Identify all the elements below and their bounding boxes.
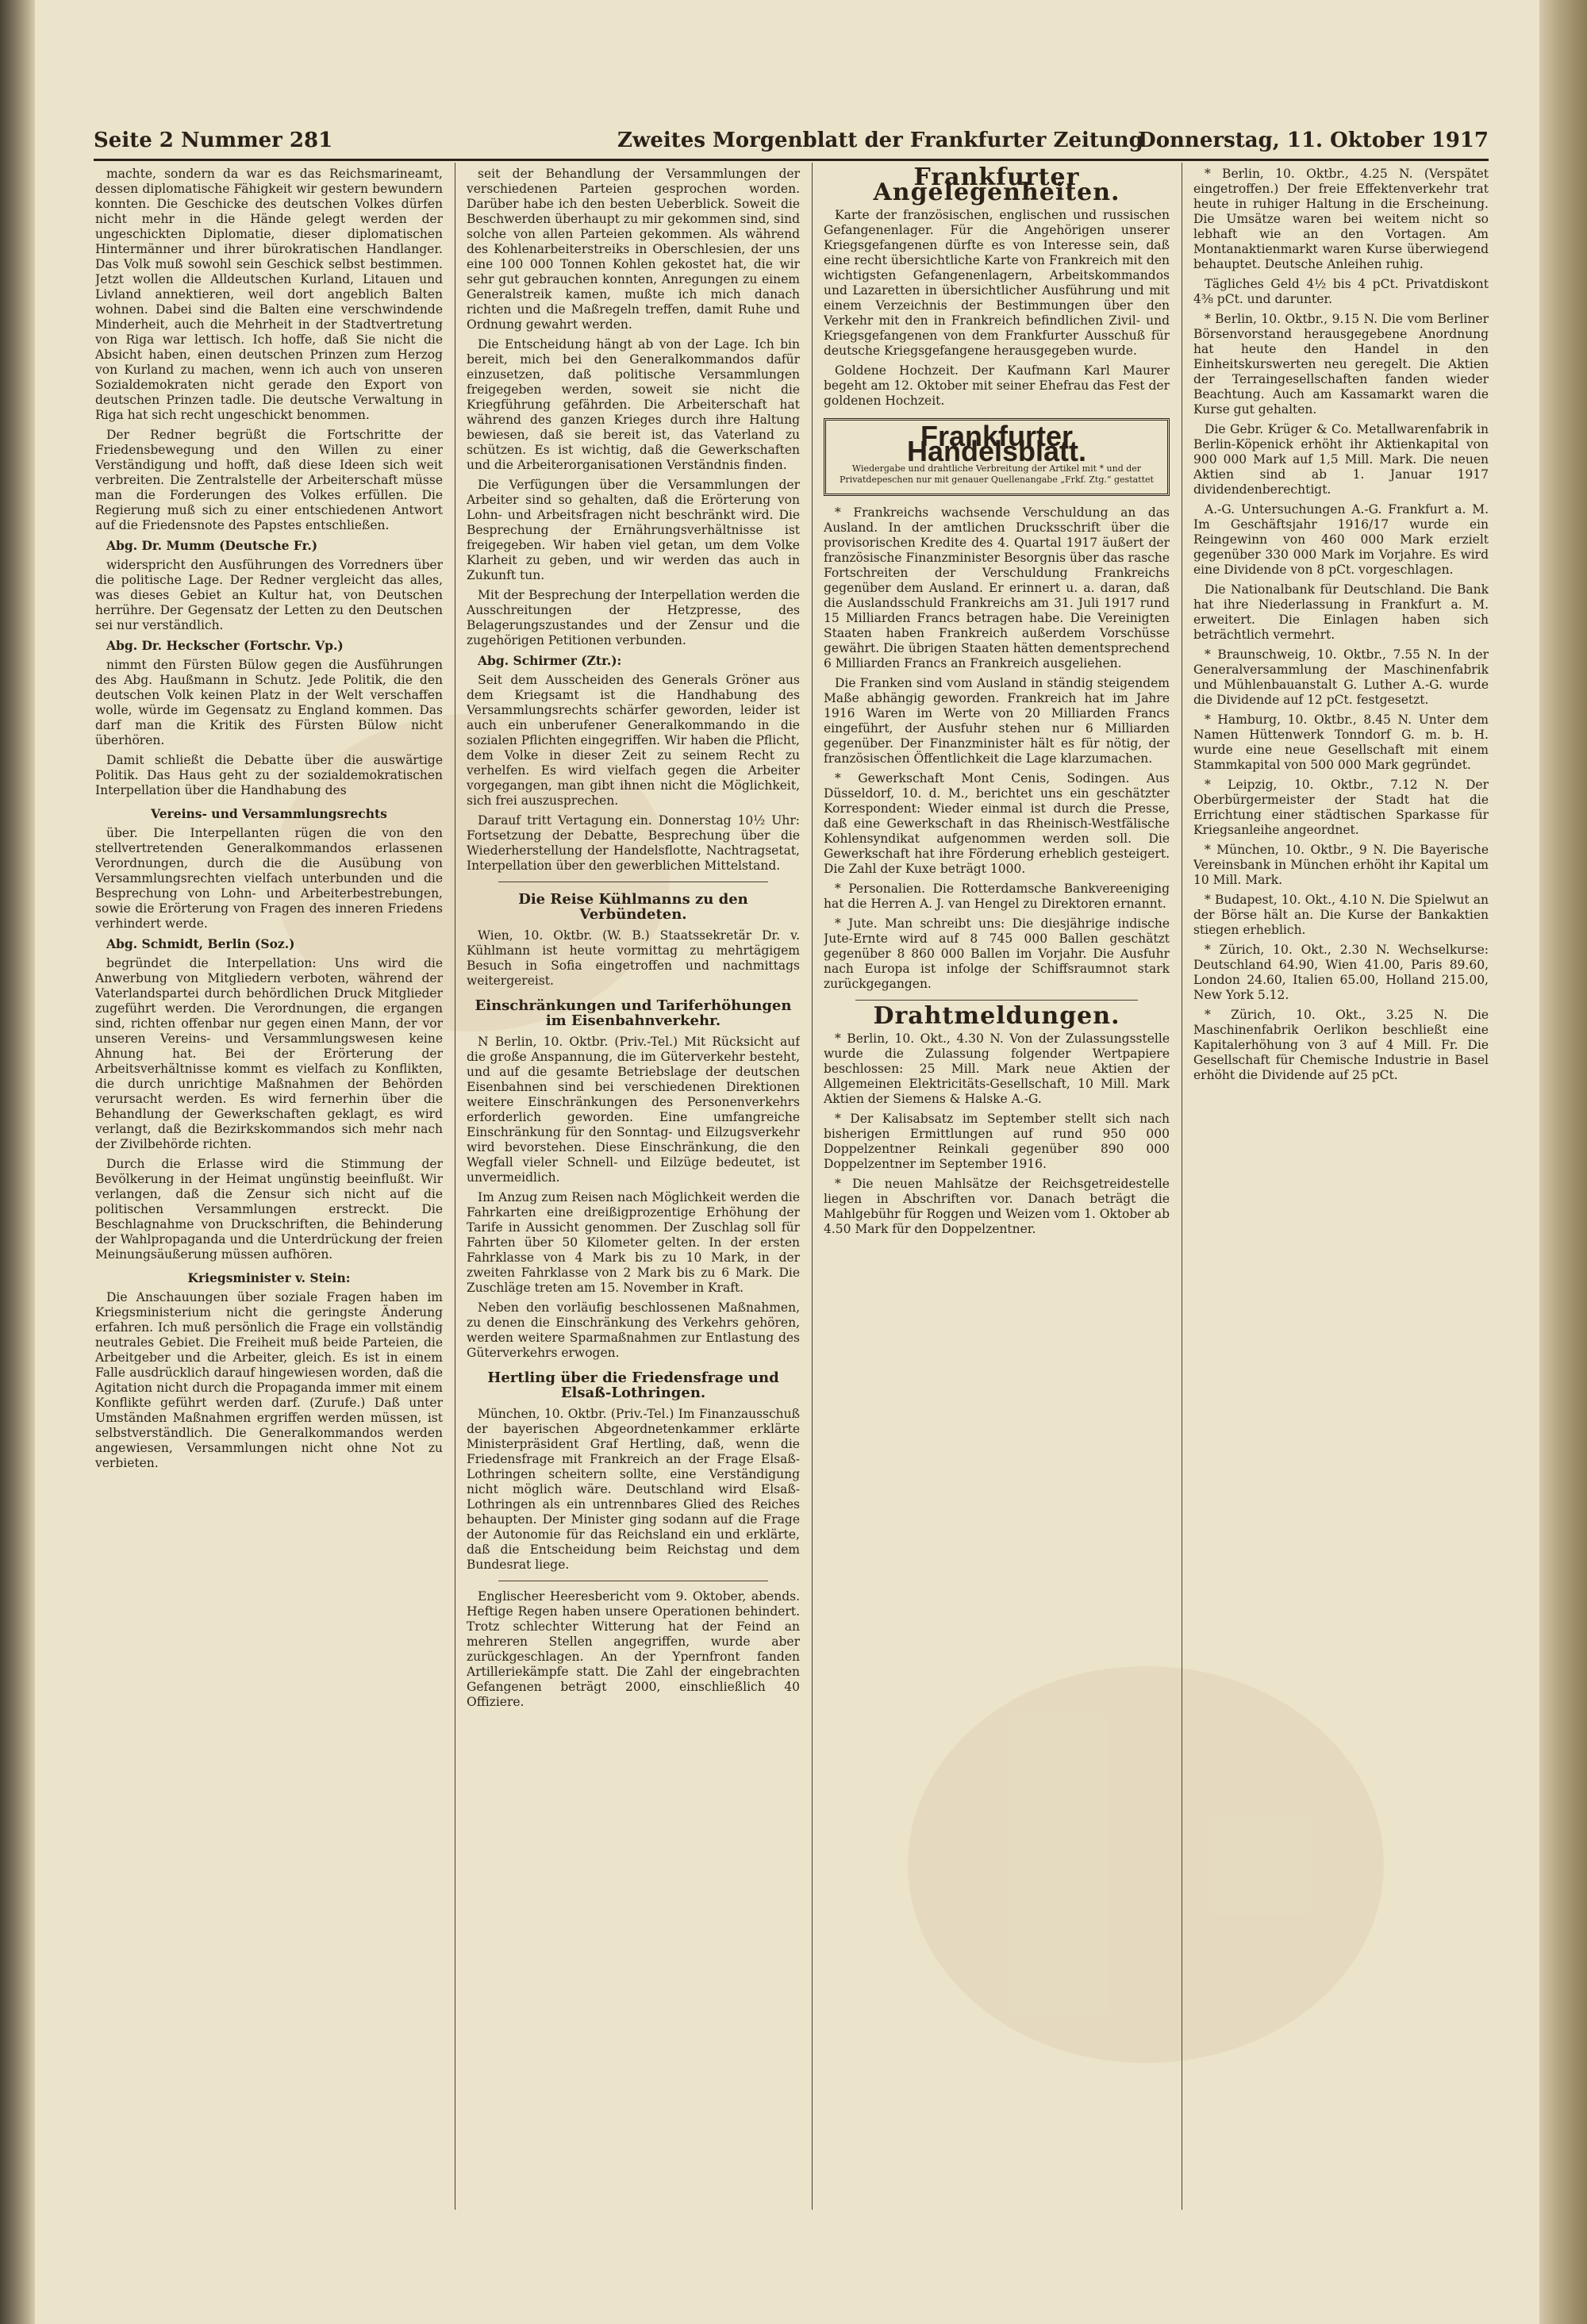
- article-headline: Die Reise Kühlmanns zu den Verbündeten.: [518, 891, 748, 923]
- paragraph: Neben den vorläufig beschlossenen Maßnahmen, zu denen die Einschränkung des Verkehrs gehören, werden weitere Sparmaßnahmen zur Entlastung des Güterverkehrs erwogen.: [467, 1300, 800, 1360]
- article-headline: Einschränkungen und Tariferhöhungen im Eisenbahnverkehr.: [475, 997, 792, 1029]
- paragraph: * Personalien. Die Rotterdamsche Bankvereeniging hat die Herren A. J. van Hengel zu Direktoren ernannt.: [824, 882, 1170, 911]
- article-headline: Hertling über die Friedensfrage und Elsaß-Lothringen.: [487, 1369, 779, 1401]
- paragraph: * München, 10. Oktbr., 9 N. Die Bayerische Vereinsbank in München erhöht ihr Kapital um 10 Mill. Mark.: [1193, 843, 1489, 887]
- paragraph: A.-G. Untersuchungen A.-G. Frankfurt a. M. Im Geschäftsjahr 1916/17 wurde ein Reingewinn von 460 000 Mark erzielt gegenüber 330 000 Mark im Vorjahre. Es wird eine Dividende von 8 pCt. vorgeschlagen.: [1193, 502, 1489, 577]
- paragraph: * Gewerkschaft Mont Cenis, Sodingen. Aus Düsseldorf, 10. d. M., berichtet uns ein geschätzter Korrespondent: Wieder einmal ist durch die Presse, daß eine Gewerkschaft in das Rheinisch-Westfälische Kohlensyndikat aufgenommen werden soll. Die Gewerkschaft hat ihre Förderung erheblich gesteigert. Die Zahl der Kuxe beträgt 1000.: [824, 771, 1170, 876]
- speaker-heading: Abg. Dr. Heckscher (Fortschr. Vp.): [106, 638, 344, 653]
- paragraph: Die Anschauungen über soziale Fragen haben im Kriegsministerium nicht die geringste Änderung erfahren. Ich muß persönlich die Frage ein vollständig neutrales Gebiet. Die Freiheit muß beide Parteien, die Arbeitgeber und die Arbeiter, gleich. Es ist in einem Falle ausdrücklich darauf hingewiesen worden, daß die Agitation nicht durch die Propaganda immer mit einem Konflikte geführt werden darf. (Zurufe.) Daß unter Umständen Maßnahmen ergriffen werden müssen, ist selbstverständlich. Die Generalkommandos werden angewiesen, Versammlungen nicht ohne Not zu verbieten.: [95, 1290, 443, 1470]
- paragraph: Im Anzug zum Reisen nach Möglichkeit werden die Fahrkarten eine dreißigprozentige Erhöhung der Tarife in Aussicht genommen. Der Zuschlag soll für Fahrten über 50 Kilometer gelten. In der ersten Fahrklasse von 4 Mark bis zu 10 Mark, in der zweiten Fahrklasse von 2 Mark bis zu 6 Mark. Die Zuschläge treten am 15. November in Kraft.: [467, 1190, 800, 1295]
- paragraph: widerspricht den Ausführungen des Vorredners über die politische Lage. Der Redner vergleicht das alles, was dieses Gebiet an Kultur hat, von Deutschen herrühre. Der Gegensatz der Letten zu den Deutschen sei nur verständlich.: [95, 558, 443, 632]
- handelsblatt-copyright-note: Wiedergabe und drahtliche Verbreitung der Artikel mit * und der Privatdepeschen nur mit genauer Quellenangabe „Frkf. Ztg.“ gestattet: [840, 463, 1154, 485]
- paragraph: Die Entscheidung hängt ab von der Lage. Ich bin bereit, mich bei den Generalkommandos dafür einzusetzen, daß politische Versammlungen freigegeben werden, soweit sie nicht die Kriegführung gefährden. Die Arbeiterschaft hat während des ganzen Krieges durch ihre Haltung bewiesen, daß sie bereit ist, das Vaterland zu schützen. Es ist wichtig, daß die Gewerkschaften und die Arbeiterorganisationen Verständnis finden.: [467, 337, 800, 472]
- section-title: Drahtmeldungen.: [873, 1002, 1120, 1030]
- paragraph: Karte der französischen, englischen und russischen Gefangenenlager. Für die Angehörigen unserer Kriegsgefangenen dürfte es von Interesse sein, daß eine recht übersichtliche Karte von Frankreich mit den wichtigsten Gefangenenlagern, Arbeitskommandos und Lazaretten in übersichtlicher Ausführung und mit einem Verzeichnis der Bestimmungen über den Verkehr mit den in Frankreich befindlichen Zivil- und Kriegsgefangenen von dem Frankfurter Ausschuß für deutsche Kriegsgefangene herausgegeben wurde.: [824, 208, 1170, 358]
- paragraph: Mit der Besprechung der Interpellation werden die Ausschreitungen der Hetzpresse, des Belagerungszustandes und der Zensur und die zugehörigen Petitionen verbunden.: [467, 588, 800, 647]
- paragraph: Wien, 10. Oktbr. (W. B.) Staatssekretär Dr. v. Kühlmann ist heute vormittag zu mehrtägigem Besuch in Sofia eingetroffen und nachmittags weitergereist.: [467, 928, 800, 988]
- paragraph: * Der Kalisabsatz im September stellt sich nach bisherigen Ermittlungen auf rund 950 000 Doppelzentner Reinkali gegenüber 890 000 Doppelzentner im September 1916.: [824, 1112, 1170, 1171]
- masthead-title: Zweites Morgenblatt der Frankfurter Zeitung: [617, 129, 1143, 152]
- paragraph: * Die neuen Mahlsätze der Reichsgetreidestelle liegen in Abschriften vor. Danach beträgt die Mahlgebühr für Roggen und Weizen vom 1. Oktober ab 4.50 Mark für den Doppelzentner.: [824, 1177, 1170, 1236]
- column-4: [1193, 167, 1489, 2206]
- paragraph: * Jute. Man schreibt uns: Die diesjährige indische Jute-Ernte wird auf 8 745 000 Ballen geschätzt gegenüber 8 860 000 Ballen im Vorjahr. Die Ausfuhr nach Europa ist infolge der Schiffsraumnot stark zurückgegangen.: [824, 916, 1170, 991]
- paragraph: Die Gebr. Krüger & Co. Metallwarenfabrik in Berlin-Köpenick erhöht ihr Aktienkapital von 900 000 Mark auf 1,5 Mill. Mark. Die neuen Aktien sind ab 1. Januar 1917 dividendenberechtigt.: [1193, 422, 1489, 497]
- paragraph: * Hamburg, 10. Oktbr., 8.45 N. Unter dem Namen Hüttenwerk Tonndorf G. m. b. H. wurde eine neue Gesellschaft mit einem Stammkapital von 500 000 Mark gegründet.: [1193, 713, 1489, 772]
- page-number: Seite 2 Nummer 281: [94, 129, 333, 152]
- paragraph: Damit schließt die Debatte über die auswärtige Politik. Das Haus geht zu der sozialdemokratischen Interpellation über die Handhabung des: [95, 753, 443, 797]
- paragraph: Die Verfügungen über die Versammlungen der Arbeiter sind so gehalten, daß die Erörterung von Lohn- und Arbeitsfragen nicht beschränkt wird. Die Besprechung der Ernährungsverhältnisse ist freigegeben. Wir haben viel getan, um dem Volke Klarheit zu geben, und wir werden das auch in Zukunft tun.: [467, 478, 800, 582]
- section-subheading: Vereins- und Versammlungsrechts: [151, 806, 387, 821]
- paragraph: * Berlin, 10. Oktbr., 4.25 N. (Verspätet eingetroffen.) Der freie Effektenverkehr trat heute in ruhiger Haltung in die Erscheinung. Die Umsätze waren bei weitem nicht so lebhaft wie an den Vortagen. Am Montanaktienmarkt waren Kurse überwiegend behauptet. Deutsche Anleihen ruhig.: [1193, 167, 1489, 271]
- paragraph: über. Die Interpellanten rügen die von den stellvertretenden Generalkommandos erlassenen Verordnungen, durch die die Ausübung von Versammlungsrechten vielfach unterbunden und die Besprechung von Lohn- und Arbeiterbestrebungen, sowie die Erörterung von Fragen des inneren Friedens verhindert werde.: [95, 826, 443, 931]
- paragraph: begründet die Interpellation: Uns wird die Anwerbung von Mitgliedern verboten, während der Vaterlandspartei durch behördlichen Druck Mitglieder zugeführt werden. Die Verordnungen, die ergangen sind, richten offenbar nur gegen einen Mann, der vor unseren Vereins- und Versammlungswesen keine Ahnung hat. Bei der Erörterung der Arbeitsverhältnisse kommt es vielfach zu Konflikten, die durch unrichtige Maßnahmen der Behörden verursacht werden. Es wird fernerhin über die Behandlung der Gewerkschaften geklagt, es wird verlangt, daß die Bezirkskommandos sich mehr nach der Zivilbehörde richten.: [95, 956, 443, 1151]
- paragraph: * Frankreichs wachsende Verschuldung an das Ausland. In der amtlichen Drucksschrift über die provisorischen Kredite des 4. Quartal 1917 äußert der französische Finanzminister Besorgnis über das rasche Fortschreiten der Verschuldung Frankreichs gegenüber dem Ausland. Er erinnert u. a. daran, daß die Auslandsschuld Frankreichs am 31. Juli 1917 rund 15 Milliarden Francs betragen habe. Die Vereinigten Staaten haben Frankreich außerdem Vorschüsse gewährt. Die übrigen Staaten hätten dementsprechend 6 Milliarden Francs an Frankreich ausgeliehen.: [824, 505, 1170, 670]
- column-1: [95, 167, 443, 2206]
- page-header: [94, 125, 1489, 157]
- paragraph: Englischer Heeresbericht vom 9. Oktober, abends. Heftige Regen haben unsere Operationen behindert. Trotz schlechter Witterung hat der Feind an mehreren Stellen angegriffen, wurde aber zurückgeschlagen. An der Ypernfront fanden Artilleriekämpfe statt. Die Zahl der eingebrachten Gefangenen beträgt 2000, einschließlich 40 Offiziere.: [467, 1589, 800, 1709]
- paragraph: * Zürich, 10. Okt., 2.30 N. Wechselkurse: Deutschland 64.90, Wien 41.00, Paris 89.60, London 24.60, Italien 65.00, Holland 215.00, New York 5.12.: [1193, 943, 1489, 1002]
- handelsblatt-banner: [824, 418, 1170, 496]
- paragraph: * Budapest, 10. Okt., 4.10 N. Die Spielwut an der Börse hält an. Die Kurse der Bankaktien stiegen erheblich.: [1193, 893, 1489, 937]
- paragraph: * Braunschweig, 10. Oktbr., 7.55 N. In der Generalversammlung der Maschinenfabrik und Mühlenbauanstalt G. Luther A.-G. wurde die Dividende auf 12 pCt. festgesetzt.: [1193, 647, 1489, 707]
- handelsblatt-title: Frankfurter Handelsblatt.: [906, 420, 1087, 467]
- paragraph: Tägliches Geld 4½ bis 4 pCt. Privatdiskont 4⅜ pCt. und darunter.: [1193, 277, 1489, 306]
- paragraph: machte, sondern da war es das Reichsmarineamt, dessen diplomatische Fähigkeit wir gestern bewundern konnten. Die Geschicke des deutschen Volkes dürfen nicht mehr in die Hände gelegt werden der ungeschickten Diplomatie, dieser diplomatischen Hintermänner und ihrer bürokratischen Handlanger. Das Volk muß sowohl sein Geschick selbst bestimmen. Jetzt wollen die Alldeutschen Kurland, Litauen und Livland annektieren, weil dort angeblich Balten wohnen. Dabei sind die Balten eine verschwindende Minderheit, auch die Mehrheit in der Stadtvertretung von Riga war lettisch. Ich hoffe, daß Sie nicht die Absicht haben, einen deutschen Prinzen zum Herzog von Kurland zu machen, wenn ich auch von unseren Sozialdemokraten nicht gerade den Export von deutschen Prinzen tadle. Die deutsche Verwaltung in Riga hat sich recht ungeschickt benommen.: [95, 167, 443, 422]
- paragraph: * Berlin, 10. Okt., 4.30 N. Von der Zulassungsstelle wurde die Zulassung folgender Wertpapiere beschlossen: 25 Mill. Mark neue Aktien der Allgemeinen Elektricitäts-Gesellschaft, 10 Mill. Mark Aktien der Siemens & Halske A.-G.: [824, 1031, 1170, 1106]
- paragraph: nimmt den Fürsten Bülow gegen die Ausführungen des Abg. Haußmann in Schutz. Jede Politik, die den deutschen Volk keinen Platz in der Welt verschaffen wolle, würde im Gegensatz zu England kommen. Das darf man die Kritik des Fürsten Bülow nicht überhören.: [95, 658, 443, 747]
- paragraph: seit der Behandlung der Versammlungen der verschiedenen Parteien gesprochen worden. Darüber habe ich den besten Ueberblick. Soweit die Beschwerden überhaupt zu mir gekommen sind, sind solche von allen Parteien gekommen. Als während des Kohlenarbeiterstreiks in Oberschlesien, der uns eine 100 000 Tonnen Kohlen gekostet hat, die wir sehr gut gebrauchen konnten, Anregungen zu einem Generalstreik kamen, mußte ich mich danach richten und die Maßregeln treffen, damit Ruhe und Ordnung gewahrt werden.: [467, 167, 800, 332]
- paragraph: München, 10. Oktbr. (Priv.-Tel.) Im Finanzausschuß der bayerischen Abgeordnetenkammer erklärte Ministerpräsident Graf Hertling, daß, wenn die Friedensfrage mit Frankreich an der Frage Elsaß-Lothringen scheitern sollte, eine Verständigung nicht möglich wäre. Deutschland wird Elsaß-Lothringen als ein untrennbares Glied des Reiches behaupten. Der Minister ging sodann auf die Frage der Autonomie für das Reichsland ein und erklärte, daß die Entscheidung beim Reichstag und dem Bundesrat liege.: [467, 1407, 800, 1572]
- paragraph: Durch die Erlasse wird die Stimmung der Bevölkerung in der Heimat ungünstig beeinflußt. Wir verlangen, daß die Zensur sich nicht auf die politischen Versammlungen erstreckt. Die Beschlagnahme von Druckschriften, die Behinderung der Wahlpropaganda und die Unterdrückung der freien Meinungsäußerung müssen aufhören.: [95, 1157, 443, 1262]
- paragraph: * Leipzig, 10. Oktbr., 7.12 N. Der Oberbürgermeister der Stadt hat die Errichtung einer städtischen Sparkasse für Kriegsanleihe angeordnet.: [1193, 778, 1489, 837]
- paragraph: * Berlin, 10. Oktbr., 9.15 N. Die vom Berliner Börsenvorstand herausgegebene Anordnung hat heute den Handel in den Einheitskurswerten neu geregelt. Die Aktien der Terraingesellschaften fanden wieder Beachtung. Auch am Kassamarkt waren die Kurse gut gehalten.: [1193, 312, 1489, 417]
- issue-date: Donnerstag, 11. Oktober 1917: [1138, 129, 1489, 152]
- section-subheading: Kriegsminister v. Stein:: [187, 1270, 351, 1285]
- section-rule: [855, 1000, 1138, 1001]
- speaker-heading: Abg. Schirmer (Ztr.):: [478, 653, 622, 668]
- paragraph: Darauf tritt Vertagung ein. Donnerstag 10½ Uhr: Fortsetzung der Debatte, Besprechung über die Wiederherstellung der Handelsflotte, Nachtragsetat, Interpellation über den gewerblichen Mittelstand.: [467, 813, 800, 873]
- paragraph: N Berlin, 10. Oktbr. (Priv.-Tel.) Mit Rücksicht auf die große Anspannung, die im Güterverkehr besteht, und auf die gesamte Betriebslage der deutschen Eisenbahnen sind bei verschiedenen Direktionen weitere Einschränkungen des Personenverkehrs erforderlich geworden. Eine umfangreiche Einschränkung für den Sonntag- und Eilzugsverkehr wird bevorstehen. Diese Einschränkung, die den Wegfall vieler Schnell- und Eilzüge bedeutet, ist unvermeidlich.: [467, 1035, 800, 1185]
- header-rule: [94, 159, 1489, 161]
- adjacent-page-edge: [1539, 0, 1587, 2324]
- speaker-heading: Abg. Schmidt, Berlin (Soz.): [106, 936, 295, 951]
- column-2: [467, 167, 800, 2206]
- book-binding: [0, 0, 35, 2324]
- paragraph: Seit dem Ausscheiden des Generals Gröner aus dem Kriegsamt ist die Handhabung des Versammlungsrechts schärfer geworden, leider ist auch ein unberufener Generalkommando in die sozialen Pflichten eingegriffen. Wir haben die Pflicht, dem Volke in dieser Zeit zu seinem Recht zu verhelfen. Es wird vielfach gegen die Arbeiter vorgegangen, man gibt ihnen nicht die Möglichkeit, sich frei auszusprechen.: [467, 673, 800, 808]
- section-title: Frankfurter Angelegenheiten.: [873, 167, 1120, 206]
- paragraph: Die Franken sind vom Ausland in ständig steigendem Maße abhängig geworden. Frankreich hat im Jahre 1916 Waren im Werte von 20 Milliarden Francs eingeführt, der Ausfuhr stehen nur 6 Milliarden gegenüber. Der Finanzminister hält es für nötig, der französischen Öffentlichkeit die Lage klarzumachen.: [824, 676, 1170, 766]
- column-divider: [812, 163, 813, 2210]
- paragraph: * Zürich, 10. Okt., 3.25 N. Die Maschinenfabrik Oerlikon beschließt eine Kapitalerhöhung von 3 auf 4 Mill. Fr. Die Gesellschaft für Chemische Industrie in Basel erhöht die Dividende auf 25 pCt.: [1193, 1008, 1489, 1082]
- paragraph: Goldene Hochzeit. Der Kaufmann Karl Maurer begeht am 12. Oktober mit seiner Ehefrau das Fest der goldenen Hochzeit.: [824, 363, 1170, 408]
- column-3: [824, 167, 1170, 2206]
- paragraph: Die Nationalbank für Deutschland. Die Bank hat ihre Niederlassung in Frankfurt a. M. erweitert. Die Einlagen haben sich beträchtlich vermehrt.: [1193, 582, 1489, 642]
- paragraph: Der Redner begrüßt die Fortschritte der Friedensbewegung und den Willen zu einer Verständigung und hofft, daß diese Ideen sich weit verbreiten. Die Zentralstelle der Arbeiterschaft müsse man die Forderungen des Volkes erfüllen. Die Regierung muß sich zu einer entschiedenen Antwort auf die Friedensnote des Papstes entschließen.: [95, 428, 443, 532]
- speaker-heading: Abg. Dr. Mumm (Deutsche Fr.): [106, 538, 318, 553]
